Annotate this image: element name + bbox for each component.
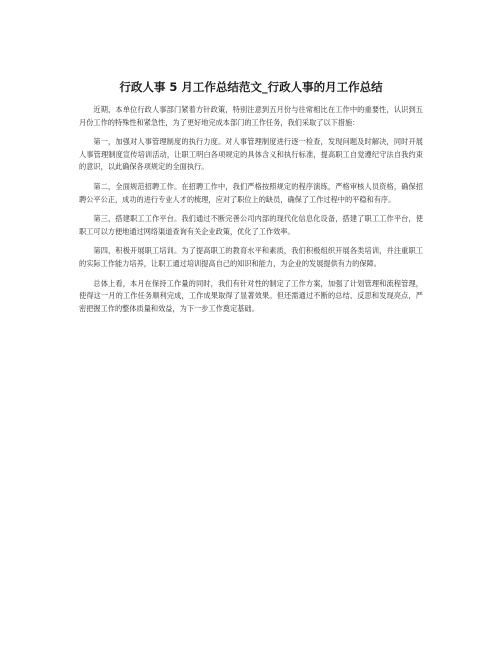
paragraph-2: 第二，全面规范招聘工作。在招聘工作中，我们严格按照规定的程序演练，严格审核人员资格，确保招聘公平公正，成功的进行专业人才的梳理，应对了职位上的缺员，确保了工作过程中的平稳和有序。 xyxy=(79,181,423,204)
paragraph-summary: 总体上看，本月在保持工作量的同时，我们有针对性的制定了工作方案，加强了计划管理和流程管理，使得这一月的工作任务顺利完成，工作成果取得了显著效果。但还需通过不断的总结、反思和发现亮点，严密把握工作的整体质量和效益，为下一步工作奠定基础。 xyxy=(79,278,423,313)
paragraph-3: 第三，搭建职工工作平台。我们通过不断完善公司内部的现代化信息化设备，搭建了职工工作平台，使职工可以方便地通过网络渠道查询有关企业政策，优化了工作效率。 xyxy=(79,214,423,236)
paragraph-1: 第一，加强对人事管理制度的执行力度。对人事管理制度进行逐一检查，发现问题及时解决，同时开展人事管理制度宣传培训活动，让职工明白各项规定的具体含义和执行标准，提高职工自觉遵纪守法自我约束的意识，以此确保各项规定的全面执行。 xyxy=(79,137,423,172)
paragraph-4: 第四，积极开展职工培训。为了提高职工的教育水平和素质，我们积极组织开展各类培训，并注重职工的实际工作能力培养，让职工通过培训提高自己的知识和能力，为企业的发展提供有力的保障。 xyxy=(79,246,423,268)
document-body xyxy=(79,104,423,322)
paragraph-intro: 近期，本单位行政人事部门紧着方针政策，特别注意到五月份与往常相比在工作中的重要性，认识到五月份工作的特殊性和紧急性，为了更好地完成本部门的工作任务，我们采取了以下措施： xyxy=(79,105,423,127)
document-title: 行政人事 5 月工作总结范文_行政人事的月工作总结 xyxy=(119,80,383,94)
